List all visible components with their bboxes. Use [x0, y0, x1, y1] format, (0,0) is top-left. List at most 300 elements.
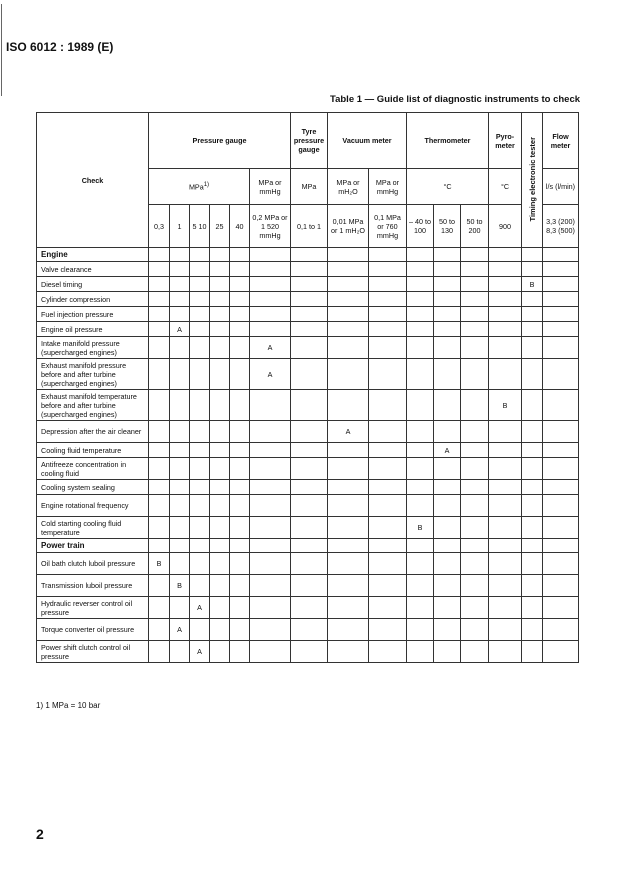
table-cell — [291, 277, 328, 292]
table-cell — [434, 421, 461, 443]
footnote: 1) 1 MPa = 10 bar — [36, 701, 101, 710]
table-cell — [230, 575, 250, 597]
table-cell — [190, 322, 210, 337]
table-cell — [291, 248, 328, 262]
table-cell — [543, 458, 579, 480]
table-cell — [250, 421, 291, 443]
table-cell — [250, 517, 291, 539]
table-cell — [369, 517, 407, 539]
table-cell — [407, 443, 434, 458]
table-cell — [328, 292, 369, 307]
table-cell — [407, 619, 434, 641]
table-cell — [250, 575, 291, 597]
table-cell — [407, 277, 434, 292]
range-t1: – 40 to 100 — [407, 205, 434, 248]
table-cell — [230, 292, 250, 307]
table-cell — [461, 641, 489, 663]
unit-tyre: MPa — [291, 169, 328, 205]
table-cell — [407, 359, 434, 390]
table-cell — [461, 307, 489, 322]
table-cell — [369, 248, 407, 262]
check-label: Engine rotational frequency — [37, 495, 149, 517]
table-cell — [291, 480, 328, 495]
table-cell — [230, 641, 250, 663]
unit-vacuum-1: MPa or mH₂O — [328, 169, 369, 205]
instruments-table — [36, 112, 579, 663]
range-flow-2: 8,3 (500) — [546, 226, 575, 235]
range-tyre: 0,1 to 1 — [291, 205, 328, 248]
table-caption: Table 1 — Guide list of diagnostic instruments to check — [330, 94, 581, 105]
table-row — [37, 262, 579, 277]
table-cell — [291, 307, 328, 322]
table-cell — [522, 597, 543, 619]
table-cell — [522, 458, 543, 480]
range-p1: 0,3 — [149, 205, 170, 248]
table-cell — [250, 292, 291, 307]
check-label: Exhaust manifold temperature before and after turbine (supercharged engines) — [37, 390, 149, 421]
table-cell — [149, 641, 170, 663]
table-cell — [210, 262, 230, 277]
table-cell — [149, 458, 170, 480]
table-cell — [210, 337, 230, 359]
table-cell — [489, 277, 522, 292]
table-cell — [328, 619, 369, 641]
table-cell — [328, 539, 369, 553]
table-cell — [170, 248, 190, 262]
table-cell — [434, 390, 461, 421]
table-cell — [190, 421, 210, 443]
check-label: Cold starting cooling fluid temperature — [37, 517, 149, 539]
unit-flow: l/s (l/min) — [543, 169, 579, 205]
instrument-mark: A — [434, 443, 461, 458]
table-cell — [190, 307, 210, 322]
table-cell — [250, 619, 291, 641]
table-cell — [230, 359, 250, 390]
table-cell — [291, 619, 328, 641]
section-label: Engine — [37, 248, 149, 262]
table-cell — [369, 597, 407, 619]
instrument-mark: B — [489, 390, 522, 421]
table-cell — [149, 443, 170, 458]
table-cell — [461, 359, 489, 390]
table-cell — [543, 277, 579, 292]
table-cell — [250, 277, 291, 292]
table-cell — [170, 421, 190, 443]
table-cell — [543, 539, 579, 553]
range-pyro: 900 — [489, 205, 522, 248]
table-cell — [434, 480, 461, 495]
table-cell — [149, 292, 170, 307]
table-cell — [543, 495, 579, 517]
table-cell — [230, 480, 250, 495]
check-label: Engine oil pressure — [37, 322, 149, 337]
table-cell — [291, 597, 328, 619]
check-label: Fuel injection pressure — [37, 307, 149, 322]
table-row — [37, 390, 579, 421]
table-cell — [230, 262, 250, 277]
table-cell — [190, 458, 210, 480]
table-cell — [291, 443, 328, 458]
table-cell — [543, 307, 579, 322]
check-label: Hydraulic reverser control oil pressure — [37, 597, 149, 619]
table-cell — [543, 641, 579, 663]
table-cell — [230, 495, 250, 517]
table-cell — [489, 307, 522, 322]
table-cell — [328, 553, 369, 575]
table-cell — [461, 443, 489, 458]
table-cell — [522, 292, 543, 307]
table-cell — [369, 359, 407, 390]
unit-mpa-mmhg: MPa or mmHg — [250, 169, 291, 205]
table-cell — [230, 458, 250, 480]
table-cell — [170, 539, 190, 553]
table-cell — [291, 553, 328, 575]
instrument-mark: A — [250, 337, 291, 359]
table-cell — [328, 641, 369, 663]
table-cell — [543, 443, 579, 458]
table-cell — [369, 458, 407, 480]
table-cell — [434, 597, 461, 619]
table-cell — [489, 641, 522, 663]
table-cell — [210, 495, 230, 517]
table-cell — [522, 421, 543, 443]
table-cell — [291, 539, 328, 553]
table-cell — [522, 517, 543, 539]
table-cell — [170, 292, 190, 307]
table-row — [37, 517, 579, 539]
table-cell — [407, 322, 434, 337]
table-cell — [170, 443, 190, 458]
table-cell — [291, 458, 328, 480]
table-cell — [149, 322, 170, 337]
table-cell — [190, 262, 210, 277]
table-cell — [149, 390, 170, 421]
table-cell — [489, 495, 522, 517]
table-cell — [461, 277, 489, 292]
table-cell — [250, 495, 291, 517]
table-cell — [522, 480, 543, 495]
table-cell — [328, 390, 369, 421]
table-cell — [369, 443, 407, 458]
group-vacuum-meter: Vacuum meter — [328, 113, 407, 169]
page-number: 2 — [36, 826, 44, 842]
table-cell — [407, 262, 434, 277]
table-cell — [461, 248, 489, 262]
instrument-mark: B — [149, 553, 170, 575]
table-cell — [369, 421, 407, 443]
table-cell — [250, 539, 291, 553]
table-row — [37, 641, 579, 663]
table-cell — [522, 539, 543, 553]
table-cell — [328, 517, 369, 539]
table-cell — [489, 517, 522, 539]
table-cell — [407, 248, 434, 262]
table-cell — [461, 480, 489, 495]
table-cell — [210, 421, 230, 443]
group-timing-tester — [522, 113, 543, 248]
table-cell — [210, 390, 230, 421]
table-cell — [190, 539, 210, 553]
table-cell — [210, 359, 230, 390]
table-cell — [543, 292, 579, 307]
table-cell — [190, 443, 210, 458]
table-cell — [489, 443, 522, 458]
table-cell — [434, 292, 461, 307]
table-cell — [369, 619, 407, 641]
table-cell — [369, 262, 407, 277]
check-label: Cooling fluid temperature — [37, 443, 149, 458]
table-cell — [543, 619, 579, 641]
table-cell — [543, 390, 579, 421]
table-cell — [190, 517, 210, 539]
table-cell — [369, 277, 407, 292]
check-label: Valve clearance — [37, 262, 149, 277]
unit-pyro: °C — [489, 169, 522, 205]
instrument-mark: A — [250, 359, 291, 390]
table-cell — [369, 390, 407, 421]
table-cell — [210, 480, 230, 495]
table-cell — [250, 322, 291, 337]
table-row — [37, 575, 579, 597]
table-cell — [434, 337, 461, 359]
table-cell — [190, 337, 210, 359]
table-cell — [434, 517, 461, 539]
table-cell — [461, 262, 489, 277]
unit-mpa: MPa$^{1)}$ — [149, 169, 250, 205]
table-cell — [291, 262, 328, 277]
table-cell — [170, 390, 190, 421]
check-label: Oil bath clutch luboil pressure — [37, 553, 149, 575]
table-cell — [149, 421, 170, 443]
table-cell — [149, 359, 170, 390]
table-cell — [407, 539, 434, 553]
instrument-mark: A — [170, 619, 190, 641]
table-cell — [190, 390, 210, 421]
table-cell — [291, 322, 328, 337]
table-cell — [170, 641, 190, 663]
table-cell — [369, 539, 407, 553]
table-cell — [489, 262, 522, 277]
table-cell — [210, 575, 230, 597]
table-cell — [489, 292, 522, 307]
check-label: Depression after the air cleaner — [37, 421, 149, 443]
table-cell — [190, 248, 210, 262]
table-cell — [149, 575, 170, 597]
footnote-ref: 1) — [203, 182, 210, 189]
table-cell — [543, 597, 579, 619]
table-cell — [250, 390, 291, 421]
table-cell — [543, 575, 579, 597]
table-cell — [489, 619, 522, 641]
table-cell — [250, 597, 291, 619]
table-cell — [434, 458, 461, 480]
table-row — [37, 480, 579, 495]
table-cell — [489, 322, 522, 337]
check-label: Intake manifold pressure (supercharged engines) — [37, 337, 149, 359]
table-cell — [230, 443, 250, 458]
table-cell — [461, 421, 489, 443]
table-row — [37, 277, 579, 292]
instrument-mark: B — [407, 517, 434, 539]
table-cell — [369, 553, 407, 575]
table-cell — [170, 495, 190, 517]
table-cell — [543, 480, 579, 495]
check-label: Cooling system sealing — [37, 480, 149, 495]
table-cell — [461, 553, 489, 575]
table-cell — [434, 359, 461, 390]
table-cell — [407, 307, 434, 322]
table-cell — [230, 322, 250, 337]
table-cell — [210, 553, 230, 575]
table-cell — [230, 337, 250, 359]
group-thermometer: Thermometer — [407, 113, 489, 169]
instrument-mark: B — [170, 575, 190, 597]
table-cell — [210, 597, 230, 619]
table-cell — [149, 262, 170, 277]
table-cell — [461, 292, 489, 307]
table-cell — [170, 262, 190, 277]
table-cell — [369, 480, 407, 495]
table-cell — [210, 539, 230, 553]
table-cell — [461, 322, 489, 337]
unit-vacuum-2: MPa or mmHg — [369, 169, 407, 205]
table-cell — [407, 458, 434, 480]
table-cell — [369, 337, 407, 359]
table-cell — [149, 495, 170, 517]
table-cell — [407, 495, 434, 517]
table-cell — [149, 597, 170, 619]
table-cell — [328, 248, 369, 262]
range-t2: 50 to 130 — [434, 205, 461, 248]
table-cell — [210, 458, 230, 480]
table-cell — [369, 292, 407, 307]
check-label: Antifreeze concentration in cooling fluid — [37, 458, 149, 480]
table-cell — [328, 458, 369, 480]
check-column-header: Check — [37, 113, 149, 248]
table-cell — [170, 480, 190, 495]
table-cell — [369, 495, 407, 517]
check-label: Exhaust manifold pressure before and after turbine (supercharged engines) — [37, 359, 149, 390]
instrument-mark: A — [190, 597, 210, 619]
table-cell — [369, 641, 407, 663]
table-cell — [407, 390, 434, 421]
table-cell — [291, 292, 328, 307]
table-cell — [434, 553, 461, 575]
table-cell — [328, 443, 369, 458]
table-cell — [170, 277, 190, 292]
group-pressure-gauge: Pressure gauge — [149, 113, 291, 169]
table-cell — [250, 480, 291, 495]
table-cell — [210, 307, 230, 322]
table-cell — [230, 307, 250, 322]
table-cell — [543, 359, 579, 390]
table-cell — [369, 575, 407, 597]
table-cell — [522, 641, 543, 663]
table-row — [37, 359, 579, 390]
table-cell — [543, 248, 579, 262]
table-cell — [210, 517, 230, 539]
table-cell — [190, 277, 210, 292]
table-cell — [489, 539, 522, 553]
table-cell — [522, 262, 543, 277]
instrument-mark: A — [190, 641, 210, 663]
table-cell — [434, 307, 461, 322]
range-p2: 1 — [170, 205, 190, 248]
table-row — [37, 458, 579, 480]
table-cell — [434, 262, 461, 277]
instrument-mark: A — [328, 421, 369, 443]
table-cell — [230, 421, 250, 443]
table-cell — [434, 539, 461, 553]
table-cell — [461, 597, 489, 619]
table-cell — [190, 553, 210, 575]
table-cell — [230, 539, 250, 553]
table-cell — [230, 390, 250, 421]
table-cell — [190, 575, 210, 597]
table-cell — [407, 553, 434, 575]
table-cell — [407, 480, 434, 495]
table-cell — [149, 277, 170, 292]
check-label: Cylinder compression — [37, 292, 149, 307]
table-cell — [328, 307, 369, 322]
table-cell — [170, 517, 190, 539]
check-label: Transmission luboil pressure — [37, 575, 149, 597]
table-cell — [522, 619, 543, 641]
unit-thermo: °C — [407, 169, 489, 205]
range-flow-1: 3,3 (200) — [546, 217, 575, 226]
document-id: ISO 6012 : 1989 (E) — [6, 40, 114, 54]
table-cell — [328, 480, 369, 495]
group-pyrometer: Pyro-meter — [489, 113, 522, 169]
table-cell — [170, 597, 190, 619]
range-vac2: 0,1 MPa or 760 mmHg — [369, 205, 407, 248]
table-cell — [190, 495, 210, 517]
table-cell — [230, 277, 250, 292]
table-cell — [328, 262, 369, 277]
table-cell — [434, 322, 461, 337]
table-cell — [407, 337, 434, 359]
range-p4: 25 — [210, 205, 230, 248]
table-cell — [407, 641, 434, 663]
table-row — [37, 292, 579, 307]
table-cell — [543, 553, 579, 575]
table-cell — [328, 359, 369, 390]
table-cell — [489, 597, 522, 619]
table-cell — [407, 575, 434, 597]
check-label: Diesel timing — [37, 277, 149, 292]
table-cell — [210, 277, 230, 292]
range-vac1: 0,01 MPa or 1 mH₂O — [328, 205, 369, 248]
instrument-mark: B — [522, 277, 543, 292]
table-cell — [461, 390, 489, 421]
table-cell — [328, 277, 369, 292]
table-row — [37, 421, 579, 443]
table-cell — [149, 337, 170, 359]
table-cell — [434, 495, 461, 517]
table-cell — [250, 307, 291, 322]
table-cell — [149, 248, 170, 262]
table-cell — [522, 248, 543, 262]
table-cell — [489, 248, 522, 262]
table-cell — [461, 539, 489, 553]
table-cell — [407, 292, 434, 307]
range-p6: 0,2 MPa or 1 520 mmHg — [250, 205, 291, 248]
table-cell — [434, 277, 461, 292]
table-cell — [170, 307, 190, 322]
check-label: Power shift clutch control oil pressure — [37, 641, 149, 663]
range-p5: 40 — [230, 205, 250, 248]
table-cell — [250, 458, 291, 480]
